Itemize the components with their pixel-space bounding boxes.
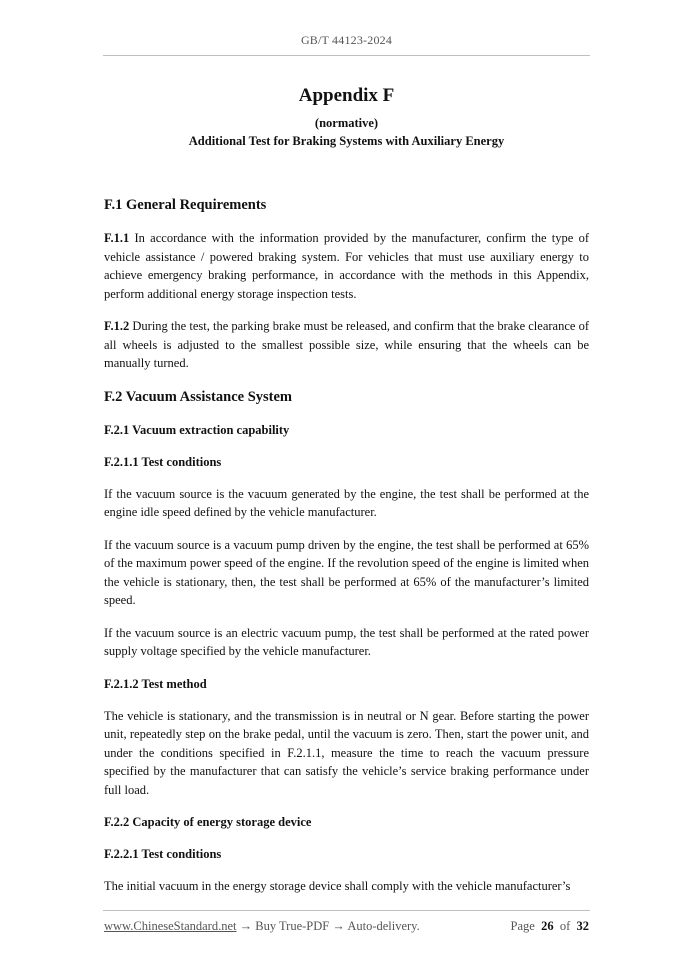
subsection-heading-f2-1: F.2.1 Vacuum extraction capability: [104, 422, 290, 437]
appendix-subtitle: Additional Test for Braking Systems with Auxiliary Energy: [188, 134, 505, 148]
delivery-text: Auto-delivery.: [347, 919, 420, 933]
clause-text: In accordance with the information provided by the manufacturer, confirm the type of vehicle assistance / powered braking system. For vehicles that must use auxiliary energy to achieve emergency braking performance, in accordance with the methods in this Appendix, perform additional energy storage inspection tests.: [104, 231, 589, 301]
running-header: GB/T 44123-2024: [300, 33, 393, 47]
appendix-status: (normative): [314, 116, 379, 130]
paragraph: The vehicle is stationary, and the transmission is in neutral or N gear. Before starting the power unit, repeatedly step on the brake pedal, until the vacuum is zero. Then, start the power unit, and under the conditions specified in F.2.1.1, measure the time to reach the vacuum pressure specified by the manufacturer that can satisfy the vehicle’s service braking performance under full load.: [104, 708, 589, 797]
document-body: [104, 195, 589, 910]
header-divider: [103, 55, 590, 56]
of-label: of: [559, 919, 571, 933]
arrow-right-icon: →: [332, 919, 345, 933]
page-label: Page: [510, 919, 535, 933]
subsection-heading-f2-1-2: F.2.1.2 Test method: [104, 676, 207, 691]
page-total: 32: [576, 919, 589, 933]
footer-promo: [104, 919, 420, 934]
arrow-right-icon: →: [239, 919, 253, 933]
site-link[interactable]: www.ChineseStandard.net: [104, 919, 237, 933]
subsection-heading-f2-2: F.2.2 Capacity of energy storage device: [104, 815, 312, 829]
paragraph: If the vacuum source is the vacuum generated by the engine, the test shall be performed at the engine idle speed defined by the vehicle manufacturer.: [104, 486, 589, 519]
appendix-title: Appendix F: [298, 85, 395, 106]
section-heading-f2: F.2 Vacuum Assistance System: [104, 388, 292, 405]
section-heading-f1: F.1 General Requirements: [104, 197, 267, 213]
paragraph-f1-1: [104, 229, 589, 303]
clause-text: During the test, the parking brake must be released, and confirm that the brake clearance of all wheels is adjusted to the smallest possible size, while ensuring that the wheels can be manually turned.: [104, 319, 589, 370]
clause-number: F.1.1: [104, 231, 130, 245]
page-current: 26: [541, 919, 554, 933]
footer-divider: [103, 910, 590, 911]
subsection-heading-f2-1-1: F.2.1.1 Test conditions: [104, 454, 222, 469]
clause-number: F.1.2: [104, 319, 130, 333]
page-number: [511, 919, 589, 934]
subsection-heading-f2-2-1: F.2.2.1 Test conditions: [104, 847, 222, 861]
paragraph-f1-2: [104, 317, 589, 373]
paragraph: If the vacuum source is a vacuum pump driven by the engine, the test shall be performed at 65% of the maximum power speed of the engine. If the revolution speed of the engine is limited when the vehicle is stationary, then, the test shall be performed at 65% of the manufacturer’s limited speed.: [104, 537, 589, 607]
paragraph: If the vacuum source is an electric vacuum pump, the test shall be performed at the rated power supply voltage specified by the vehicle manufacturer.: [104, 625, 589, 658]
buy-text: Buy True-PDF: [255, 919, 330, 933]
paragraph: The initial vacuum in the energy storage device shall comply with the vehicle manufacturer’s: [104, 879, 571, 893]
